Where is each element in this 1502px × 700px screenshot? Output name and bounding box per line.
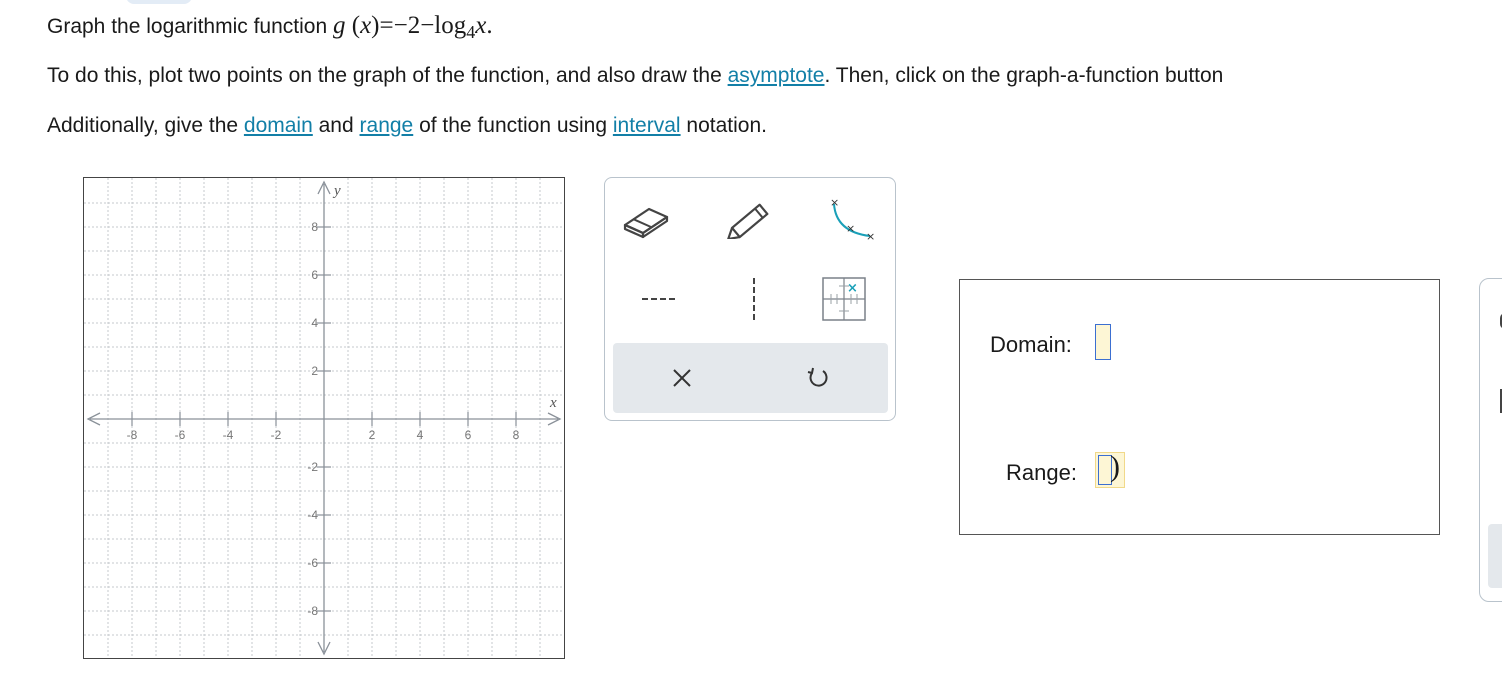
- interval-link[interactable]: interval: [612, 114, 681, 137]
- y-tick-label: 8: [311, 220, 318, 234]
- y-tick-label: -2: [307, 460, 318, 474]
- range-link[interactable]: range: [359, 114, 414, 137]
- no-solution-tool[interactable]: [809, 274, 879, 324]
- x-tick-label: -6: [174, 428, 186, 442]
- answer-panel: [959, 279, 1440, 535]
- question-line-1: [47, 12, 493, 40]
- graph-function-tool[interactable]: [811, 194, 881, 244]
- dashed-horizontal-line-icon: [640, 289, 680, 309]
- range-close-paren: ): [1110, 450, 1120, 483]
- x-tick-label: 8: [512, 428, 520, 442]
- x-tick-label: 4: [416, 428, 424, 442]
- dashed-vertical-line-icon: [744, 276, 764, 322]
- svg-text:×: ×: [847, 281, 858, 296]
- dashed-horizontal-line-tool[interactable]: [625, 274, 695, 324]
- y-tick-label: 4: [311, 316, 318, 330]
- undo-icon: [805, 365, 831, 391]
- domain-link[interactable]: domain: [243, 114, 313, 137]
- question-intro: Graph the logarithmic function: [47, 15, 333, 38]
- domain-input[interactable]: [1095, 324, 1111, 360]
- eraser-icon: [619, 199, 673, 239]
- svg-text:×: ×: [846, 222, 856, 235]
- y-tick-label: 2: [311, 364, 318, 378]
- graph-toolbox: [604, 177, 896, 421]
- x-tick-label: -8: [126, 428, 138, 442]
- domain-label: Domain:: [990, 332, 1072, 357]
- y-axis-label: y: [334, 183, 341, 199]
- x-axis-label: x: [550, 395, 557, 411]
- axes: [88, 182, 560, 654]
- undo-button[interactable]: [783, 343, 853, 413]
- no-solution-grid-icon: [821, 276, 867, 322]
- question-line-2: To do this, plot two points on the graph of the function, and also draw the asymptote. Then, click on the graph-a-function button: [47, 64, 1224, 87]
- range-label: Range:: [1006, 460, 1077, 485]
- coordinate-plane[interactable]: [84, 178, 564, 658]
- y-tick-label: 6: [311, 268, 318, 282]
- action-bar: [613, 343, 888, 413]
- x-tick-label: 2: [368, 428, 376, 442]
- top-tab-indicator: [126, 0, 192, 4]
- y-tick-label: -4: [307, 508, 318, 522]
- eraser-tool[interactable]: [611, 194, 681, 244]
- pencil-tool[interactable]: [717, 194, 787, 244]
- side-panel-action-bar[interactable]: [1488, 524, 1502, 588]
- function-expression: g $(x)=-2-\log_4x$.: [332, 12, 493, 42]
- graph-canvas[interactable]: [83, 177, 565, 659]
- svg-text:×: ×: [866, 230, 876, 243]
- log-curve-icon: [816, 194, 876, 244]
- x-tick-label: -2: [270, 428, 282, 442]
- pencil-icon: [725, 199, 779, 239]
- close-icon: [670, 366, 694, 390]
- clear-button[interactable]: [647, 343, 717, 413]
- asymptote-link[interactable]: asymptote: [727, 64, 825, 87]
- y-tick-label: -6: [307, 556, 318, 570]
- question-line-3: Additionally, give the domain and range of the function using interval notation.: [47, 114, 767, 137]
- x-tick-label: -4: [222, 428, 234, 442]
- dashed-vertical-line-tool[interactable]: [719, 274, 789, 324]
- side-panel-card: [1479, 278, 1502, 602]
- svg-text:×: ×: [830, 196, 840, 209]
- x-tick-label: 6: [464, 428, 472, 442]
- y-tick-label: -8: [307, 604, 318, 618]
